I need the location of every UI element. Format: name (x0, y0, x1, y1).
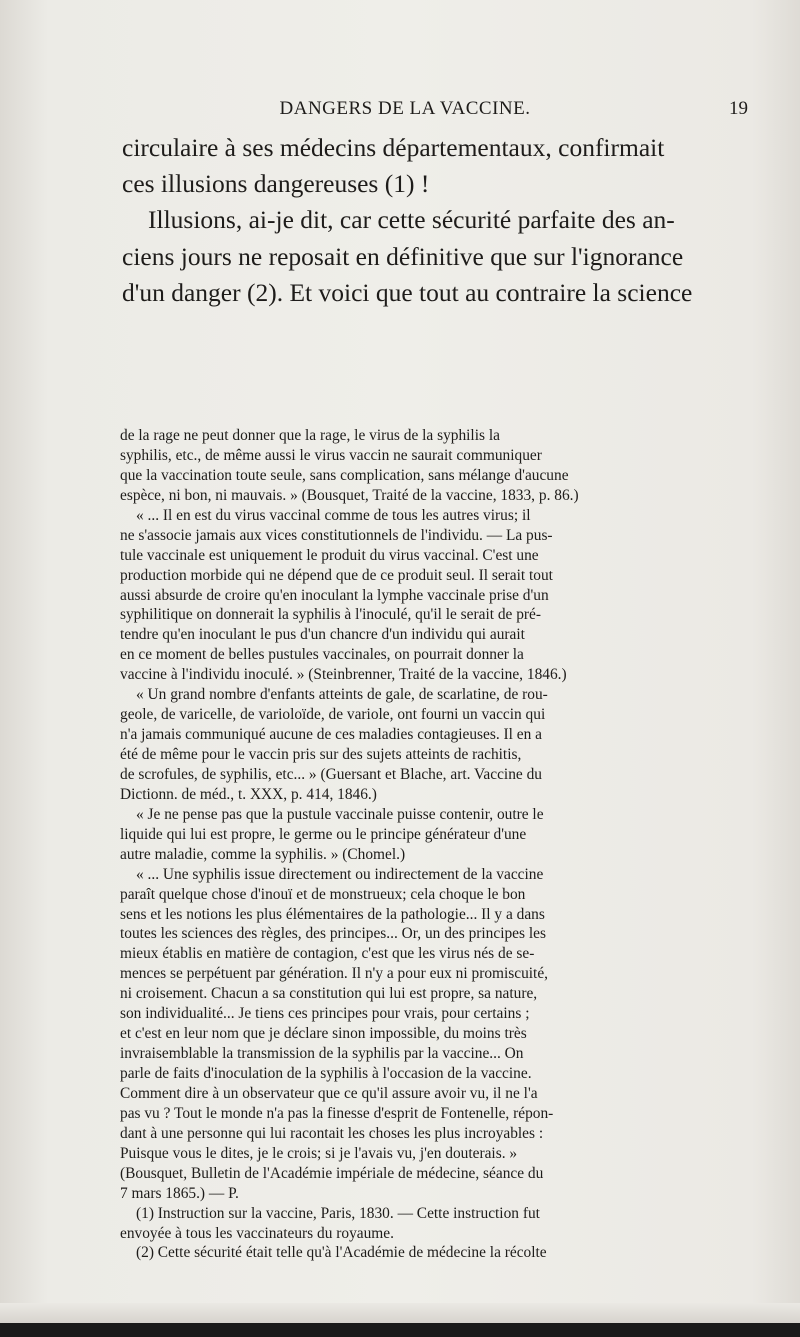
note-line: et c'est en leur nom que je déclare sinon impossible, du moins très (120, 1025, 527, 1043)
note-line: 7 mars 1865.) — P. (120, 1184, 239, 1202)
note-line: syphilis, etc., de même aussi le virus vaccin ne saurait communiquer (120, 446, 542, 464)
note-line: sens et les notions les plus élémentaires de la pathologie... Il y a dans (120, 905, 545, 923)
note-line: de scrofules, de syphilis, etc... » (Guersant et Blache, art. Vaccine du (120, 765, 542, 783)
note-line: « Un grand nombre d'enfants atteints de gale, de scarlatine, de rou- (136, 686, 548, 704)
note-line: en ce moment de belles pustules vaccinales, on pourrait donner la (120, 646, 524, 664)
main-text (122, 130, 744, 311)
note-line: « ... Il en est du virus vaccinal comme de tous les autres virus; il (136, 506, 531, 524)
page-edge-shadow (0, 1303, 800, 1323)
page-header (60, 98, 750, 126)
main-text-line: Illusions, ai-je dit, car cette sécurité parfaite des an- (148, 205, 675, 235)
note-line: tule vaccinale est uniquement le produit du virus vaccinal. C'est une (120, 546, 539, 564)
note-line: n'a jamais communiqué aucune de ces maladies contagieuses. Il en a (120, 726, 543, 744)
note-line: Puisque vous le dites, je le crois; si je l'avais vu, j'en douterais. » (120, 1144, 518, 1162)
note-line: ni croisement. Chacun a sa constitution qui lui est propre, sa nature, (120, 985, 538, 1003)
note-line: liquide qui lui est propre, le germe ou le principe générateur d'une (120, 825, 527, 843)
note-line: dant à une personne qui lui racontait les choses les plus incroyables : (120, 1124, 544, 1142)
footnote-1: (1) Instruction sur la vaccine, Paris, 1830. — Cette instruction fut (136, 1204, 540, 1222)
page-bottom-edge (0, 1323, 800, 1337)
note-line: invraisemblable la transmission de la syphilis par la vaccine... On (120, 1045, 524, 1063)
note-line: pas vu ? Tout le monde n'a pas la finesse d'esprit de Fontenelle, répon- (120, 1104, 554, 1122)
note-line: Dictionn. de méd., t. XXX, p. 414, 1846.) (120, 785, 377, 803)
note-line: aussi absurde de croire qu'en inoculant la lymphe vaccinale prise d'un (120, 586, 549, 604)
note-line: paraît quelque chose d'inouï et de monstrueux; cela choque le bon (120, 885, 526, 903)
note-line: geole, de varicelle, de varioloïde, de variole, ont fourni un vaccin qui (120, 706, 546, 724)
note-line: mences se perpétuent par génération. Il n'y a pour eux ni promiscuité, (120, 965, 549, 983)
note-line: tendre qu'en inoculant le pus d'un chancre d'un individu qui aurait (120, 626, 525, 644)
note-line: Comment dire à un observateur que ce qu'il assure avoir vu, il ne l'a (120, 1084, 538, 1102)
note-line: ne s'associe jamais aux vices constitutionnels de l'individu. — La pus- (120, 526, 553, 544)
note-line: production morbide qui ne dépend que de ce produit seul. Il serait tout (120, 566, 553, 584)
note-line: espèce, ni bon, ni mauvais. » (Bousquet, Traité de la vaccine, 1833, p. 86.) (120, 486, 579, 504)
note-line: toutes les sciences des règles, des principes... Or, un des principes les (120, 925, 546, 943)
note-line: mieux établis en matière de contagion, c'est que les virus nés de se- (120, 945, 535, 963)
main-text-line: circulaire à ses médecins départementaux, confirmait (122, 133, 665, 162)
footnote-text (120, 426, 742, 1263)
note-line: « ... Une syphilis issue directement ou indirectement de la vaccine (136, 865, 544, 883)
note-line: syphilitique on donnerait la syphilis à l'inoculé, qu'il le serait de pré- (120, 606, 541, 624)
note-line: de la rage ne peut donner que la rage, le virus de la syphilis la (120, 427, 500, 444)
page-number: 19 (729, 98, 748, 119)
note-line: que la vaccination toute seule, sans complication, sans mélange d'aucune (120, 466, 569, 484)
note-line: son individualité... Je tiens ces principes pour vrais, pour certains ; (120, 1005, 530, 1023)
note-line: été de même pour le vaccin pris sur des sujets atteints de rachitis, (120, 746, 522, 763)
main-text-line: ciens jours ne reposait en définitive que sur l'ignorance (122, 241, 684, 271)
note-line: parle de faits d'inoculation de la syphilis à l'occasion de la vaccine. (120, 1065, 532, 1082)
note-line: vaccine à l'individu inoculé. » (Steinbrenner, Traité de la vaccine, 1846.) (120, 666, 567, 684)
footnote-2: (2) Cette sécurité était telle qu'à l'Académie de médecine la récolte (136, 1244, 547, 1262)
note-line: envoyée à tous les vaccinateurs du royaume. (120, 1224, 394, 1242)
running-title: DANGERS DE LA VACCINE. (279, 98, 531, 119)
main-text-line: d'un danger (2). Et voici que tout au contraire la science (122, 277, 693, 307)
note-line: autre maladie, comme la syphilis. » (Chomel.) (120, 845, 406, 863)
note-line: (Bousquet, Bulletin de l'Académie impériale de médecine, séance du (120, 1164, 544, 1182)
main-text-line: ces illusions dangereuses (1) ! (122, 169, 430, 199)
note-line: « Je ne pense pas que la pustule vaccinale puisse contenir, outre le (136, 805, 544, 823)
